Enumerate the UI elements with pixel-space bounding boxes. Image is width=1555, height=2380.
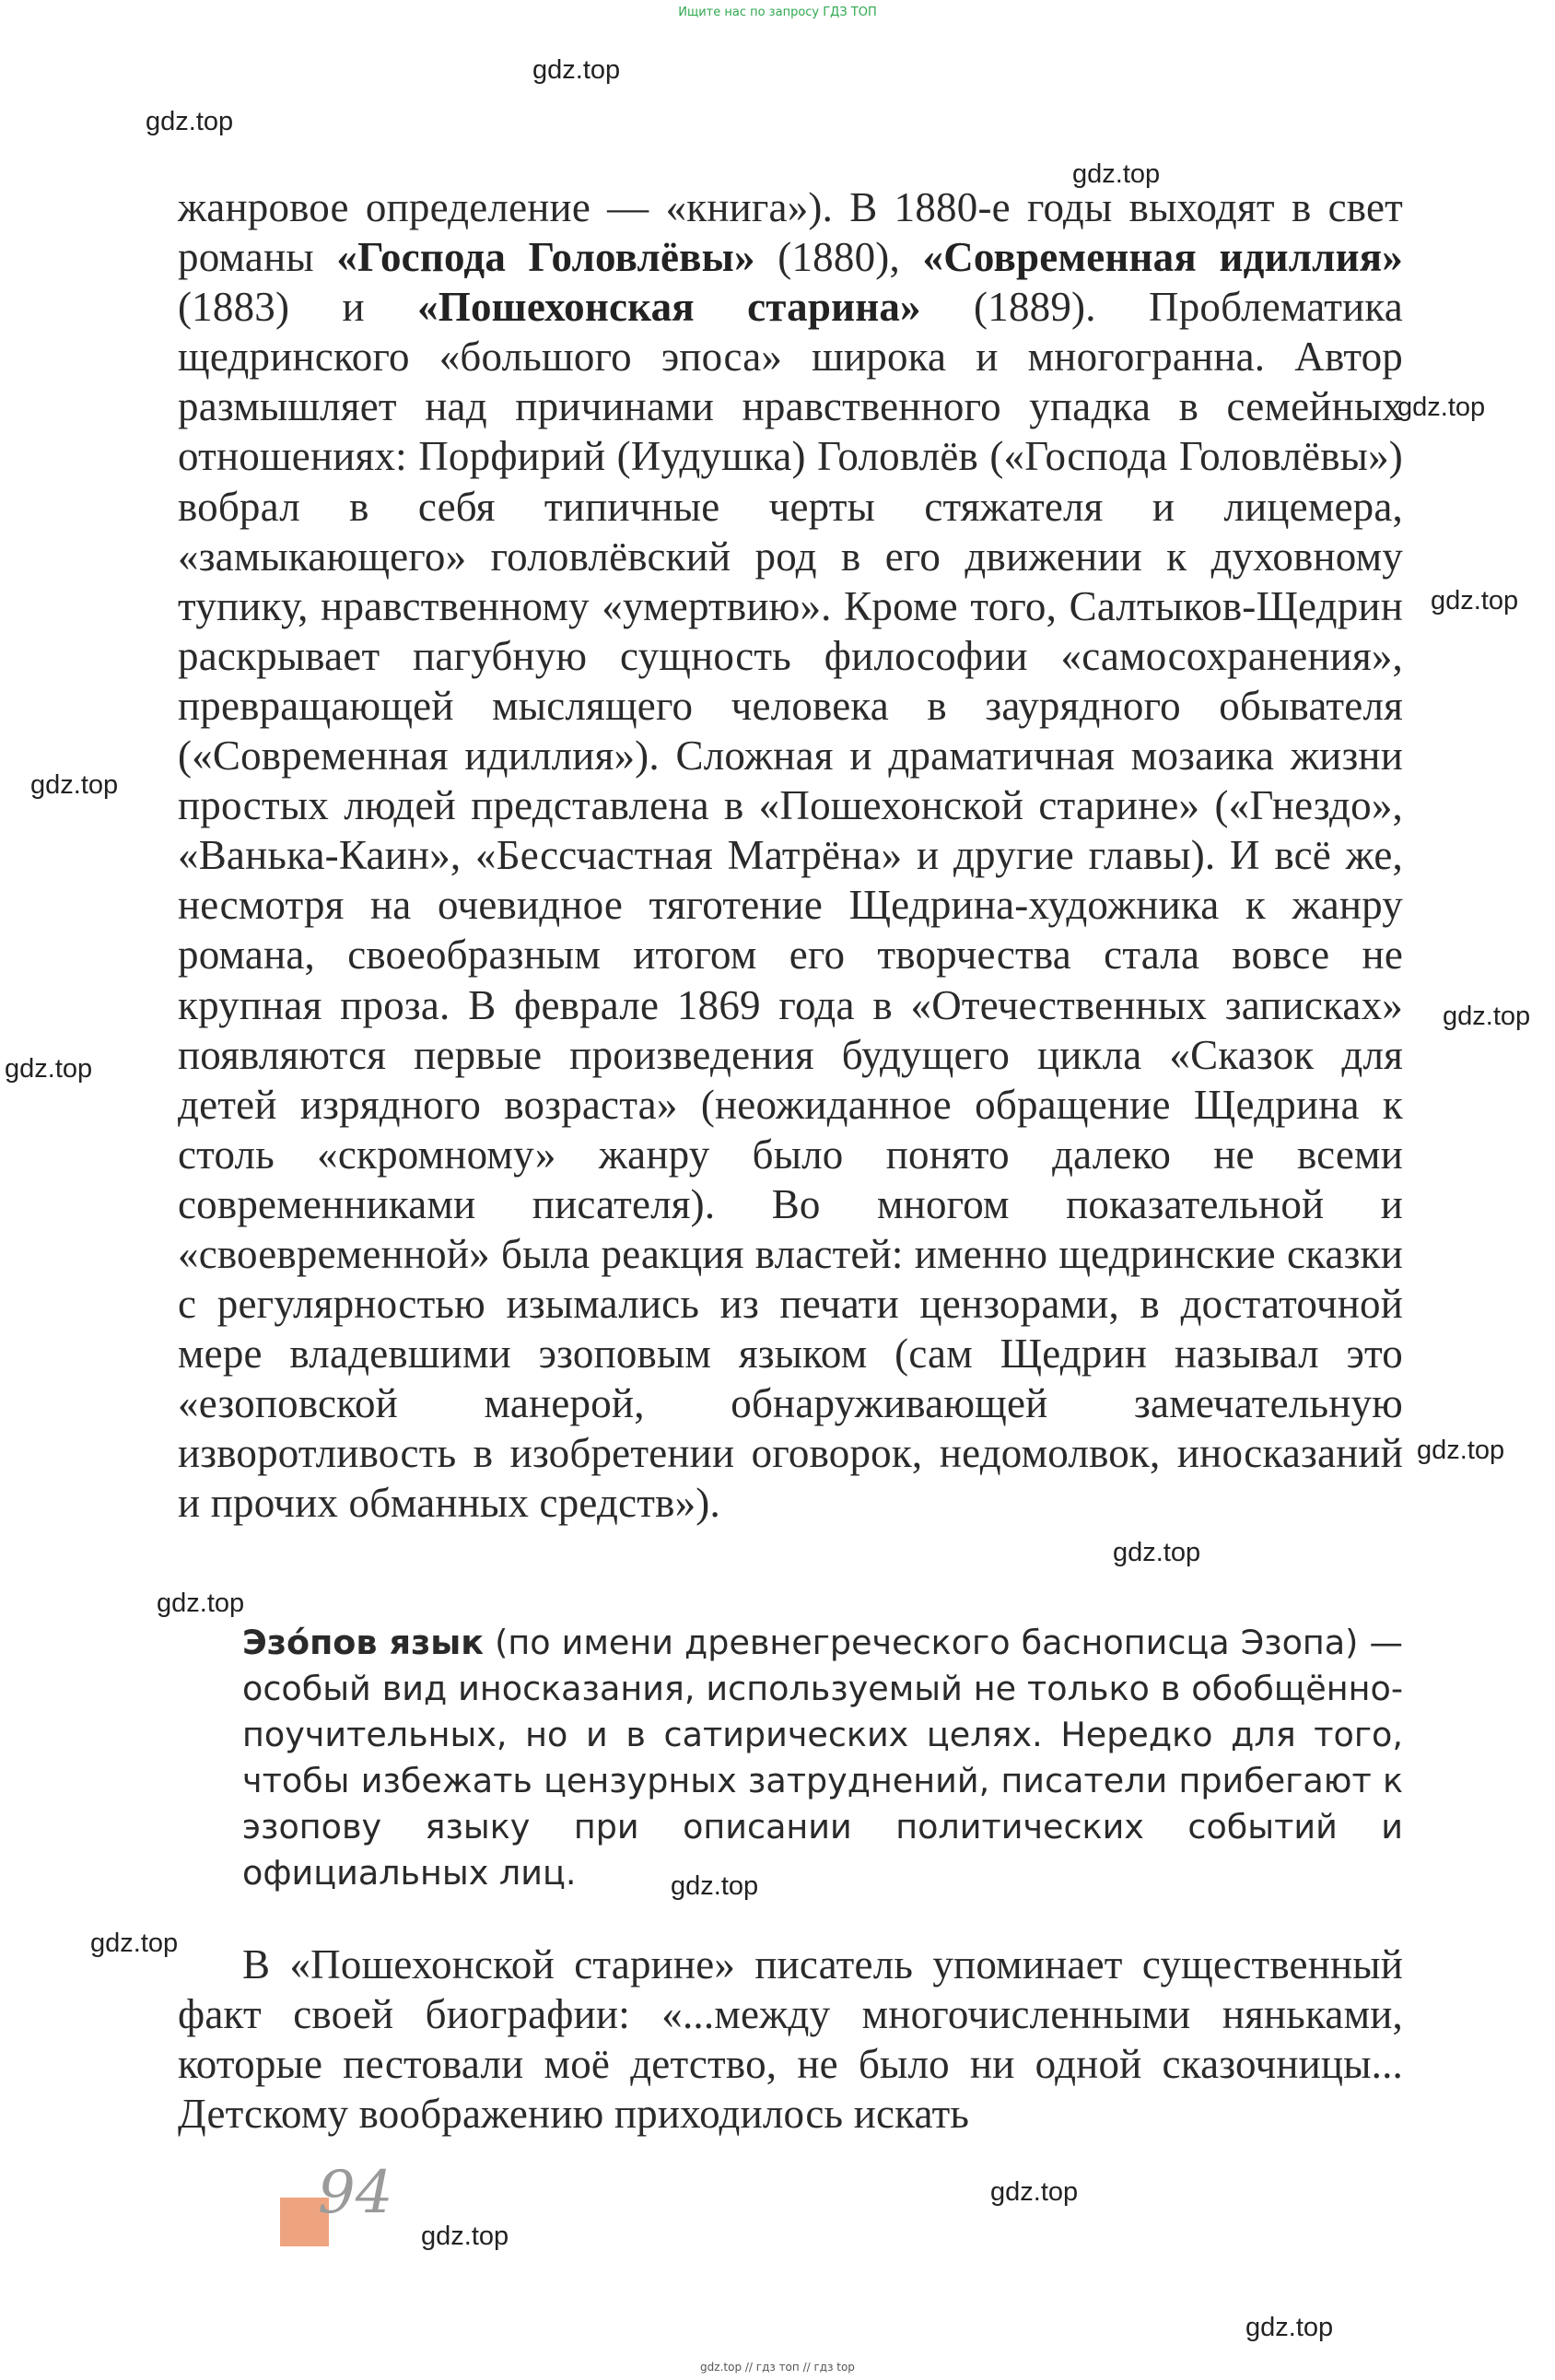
text-run: жанровое определение — «книга»). В 1880-е годы выходят в свет романы (178, 184, 1403, 281)
definition-text: (по имени древнегреческого баснописца Эзопа) — особый вид иносказания, используемый не только в обобщённо-поучительных, но и в сатирических целях. Нередко для того, чтобы избежать цензурных затруднений, писатели прибегают к эзопову языку при описании политических событий и официальных лиц. (242, 1623, 1403, 1893)
watermark: gdz.top (146, 107, 234, 136)
watermark: gdz.top (1113, 1538, 1201, 1567)
watermark: gdz.top (90, 1929, 179, 1958)
novel-title-poshekhonskaya: «Пошехонская старина» (417, 284, 921, 331)
main-paragraph (178, 182, 1403, 1529)
watermark: gdz.top (1431, 586, 1519, 616)
watermark: gdz.top (671, 1871, 759, 1901)
novel-title-golovlevy: «Господа Головлёвы» (336, 234, 755, 281)
watermark: gdz.top (30, 770, 119, 800)
top-banner: Ищите нас по запросу ГДЗ ТОП (678, 6, 877, 19)
definition-term: Эзо́пов язык (242, 1623, 485, 1662)
watermark: gdz.top (532, 55, 621, 85)
novel-title-idilliya: «Современная идиллия» (922, 234, 1403, 281)
watermark: gdz.top (1072, 159, 1161, 189)
text-run: (1889). Проблематика щедринского «большого эпоса» широка и многогранна. Автор размышляет над причинами нравственного упадка в семейных отношениях: Порфирий (Иудушка) Головлёв («Господа Головлёвы») вобрал в себя типичные черты стяжателя и лицемера, «замыкающего» головлёвский род в его движении к духовному тупику, нравственному «умертвию». Кроме того, Салтыков-Щедрин раскрывает пагубную сущность философии «самосохранения», превращающей мыслящего человека в заурядного обывателя («Современная идиллия»). Сложная и драматичная мозаика жизни простых людей представлена в «Пошехонской старине» («Гнездо», «Ванька-Каин», «Бессчастная Матрёна» и другие главы). И всё же, несмотря на очевидное тяготение Щедрина-художника к жанру романа, своеобразным итогом его творчества стала вовсе не крупная проза. В феврале 1869 года в «Отечественных записках» появляются первые произведения будущего цикла «Сказок для детей изрядного возраста» (неожиданное обращение Щедрина к столь «скромному» жанру было понято далеко не всеми современниками писателя). Во многом показательной и «своевременной» была реакция властей: именно щедринские сказки с регулярностью изымались из печати цензорами, в достаточной мере владевшими эзоповым языком (сам Щедрин называл это «езоповской манерой, обнаруживающей замечательную изворотливость в изобретении оговорок, недомолвок, иносказаний и прочих обманных средств»). (178, 284, 1403, 1527)
watermark: gdz.top (1397, 393, 1486, 422)
page-number: 94 (318, 2159, 393, 2227)
watermark: gdz.top (157, 1589, 245, 1618)
watermark: gdz.top (1443, 1002, 1531, 1031)
watermark: gdz.top (1417, 1436, 1505, 1465)
text-run: (1883) и (178, 284, 418, 331)
watermark: gdz.top (5, 1054, 93, 1084)
poshekhonskaya-paragraph: В «Пошехонской старине» писатель упоминает существенный факт своей биографии: «...между многочисленными няньками, которые пестовали моё детство, не было ни одной сказочницы... Детскому воображению приходилось искать (178, 1941, 1403, 2138)
watermark: gdz.top (421, 2222, 509, 2251)
watermark: gdz.top (990, 2177, 1079, 2207)
text-run: (1880), (754, 234, 923, 281)
definition-box (242, 1620, 1403, 1896)
watermark: gdz.top (1245, 2313, 1334, 2342)
bottom-footer: gdz.top // гдз топ // гдз top (700, 2361, 855, 2374)
